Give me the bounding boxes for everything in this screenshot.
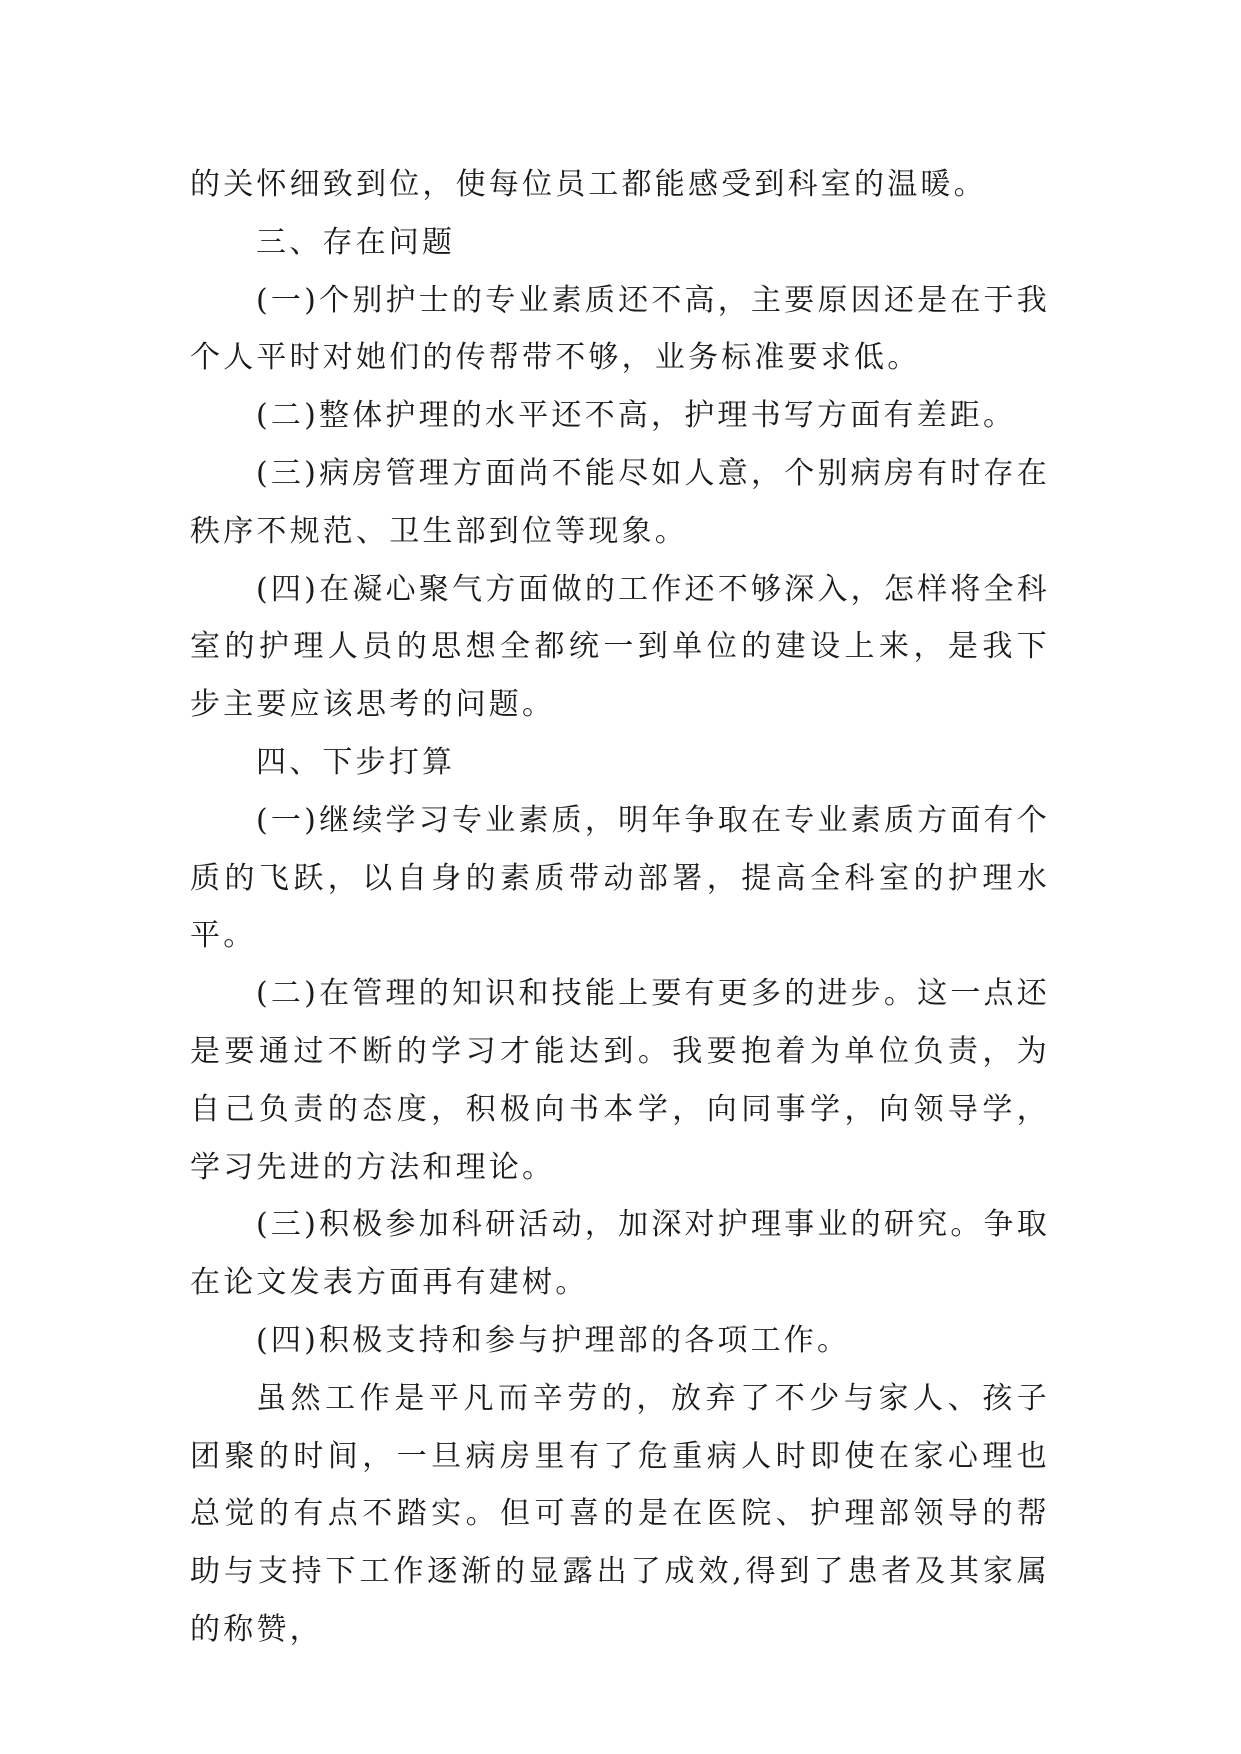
section-heading-plans: 四、下步打算: [256, 744, 456, 780]
plan-item-4: (四)积极支持和参与护理部的各项工作。: [256, 1322, 851, 1358]
paragraph-continuation: 的关怀细致到位，使每位员工都能感受到科室的温暖。: [190, 167, 987, 202]
problem-item-1: (一)个别护士的专业素质还不高，主要原因还是在于我个人平时对她们的传帮带不够，业务标准要求低。: [190, 282, 1050, 376]
plan-item-3: (三)积极参加科研活动，加深对护理事业的研究。争取在论文发表方面再有建树。: [190, 1207, 1050, 1301]
section-heading-problems: 三、存在问题: [256, 224, 456, 260]
problem-item-2: (二)整体护理的水平还不高，护理书写方面有差距。: [256, 398, 1017, 434]
closing-paragraph: 虽然工作是平凡而辛劳的，放弃了不少与家人、孩子团聚的时间，一旦病房里有了危重病人时即使在家心理也总觉的有点不踏实。但可喜的是在医院、护理部领导的帮助与支持下工作逐渐的显露出了成效,得到了患者及其家属的称赞，: [190, 1380, 1050, 1647]
plan-item-1: (一)继续学习专业素质，明年争取在专业素质方面有个质的飞跃，以自身的素质带动部署，提高全科室的护理水平。: [190, 802, 1050, 954]
plan-item-2: (二)在管理的知识和技能上要有更多的进步。这一点还是要通过不断的学习才能达到。我要抱着为单位负责，为自己负责的态度，积极向书本学，向同事学，向领导学，学习先进的方法和理论。: [190, 976, 1050, 1185]
problem-item-4: (四)在凝心聚气方面做的工作还不够深入，怎样将全科室的护理人员的思想全都统一到单位的建设上来，是我下步主要应该思考的问题。: [190, 571, 1050, 723]
document-body: [190, 156, 1050, 1659]
problem-item-3: (三)病房管理方面尚不能尽如人意，个别病房有时存在秩序不规范、卫生部到位等现象。: [190, 455, 1050, 549]
